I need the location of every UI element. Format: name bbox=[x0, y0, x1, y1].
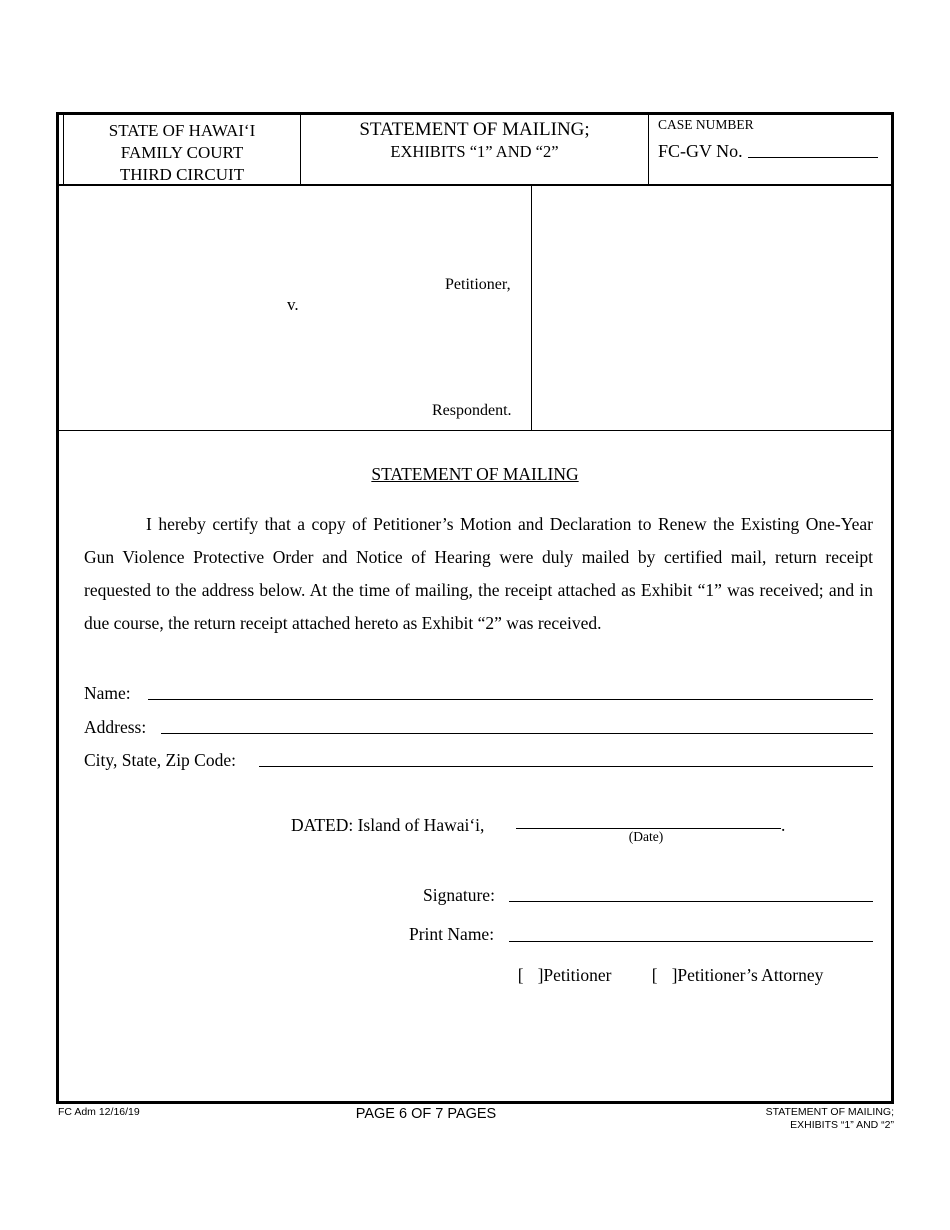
petitioner-name-area[interactable] bbox=[60, 190, 525, 270]
date-caption: (Date) bbox=[628, 829, 664, 844]
court-circuit: THIRD CIRCUIT bbox=[119, 165, 245, 184]
checkbox-bracket-close: ] bbox=[537, 965, 544, 985]
petitioner-label: Petitioner, bbox=[445, 276, 511, 293]
case-number-label: CASE NUMBER bbox=[658, 117, 754, 132]
respondent-label: Respondent. bbox=[432, 402, 512, 419]
option-petitioner-label: Petitioner bbox=[543, 965, 612, 985]
statement-heading: STATEMENT OF MAILING bbox=[371, 464, 579, 484]
footer-title bbox=[640, 1106, 894, 1132]
city-state-zip-input[interactable] bbox=[259, 766, 873, 767]
checkbox-bracket-open: [ bbox=[517, 965, 524, 985]
name-input[interactable] bbox=[148, 699, 873, 700]
respondent-name-area[interactable] bbox=[60, 322, 525, 392]
statement-text: I hereby certify that a copy of Petitioner’s Motion and Declaration to Renew the Existing One-Year Gun Violence Protective Order and Notice of Hearing were duly mailed by certified mail, return receipt requested to the address below. At the time of mailing, the receipt attached as Exhibit “1” was received; and in due course, the return receipt attached hereto as Exhibit “2” was received. bbox=[84, 514, 873, 633]
city-state-zip-label: City, State, Zip Code: bbox=[84, 750, 236, 770]
checkbox-bracket-open: [ bbox=[651, 965, 658, 985]
form-id: FC Adm 12/16/19 bbox=[58, 1106, 140, 1118]
option-attorney-label: Petitioner’s Attorney bbox=[677, 965, 824, 985]
print-name-label: Print Name: bbox=[409, 924, 495, 944]
address-label: Address: bbox=[84, 717, 147, 737]
checkbox-bracket-close: ] bbox=[671, 965, 678, 985]
title-line-1: STATEMENT OF MAILING; bbox=[359, 119, 590, 140]
versus-label: v. bbox=[287, 295, 299, 314]
case-number-prefix: FC-GV No. bbox=[658, 141, 743, 161]
signature-label: Signature: bbox=[423, 885, 495, 905]
petitioner-checkbox[interactable] bbox=[509, 944, 611, 986]
address-input[interactable] bbox=[161, 733, 873, 734]
case-number-input[interactable] bbox=[748, 157, 878, 158]
attorney-checkbox[interactable] bbox=[643, 944, 823, 986]
signature-input[interactable] bbox=[509, 901, 873, 902]
name-label: Name: bbox=[84, 683, 131, 703]
statement-body bbox=[84, 508, 873, 640]
footer-title-line-1: STATEMENT OF MAILING; bbox=[765, 1106, 894, 1118]
court-name-block bbox=[64, 120, 300, 186]
print-name-input[interactable] bbox=[509, 941, 873, 942]
title-line-2: EXHIBITS “1” AND “2” bbox=[390, 142, 559, 161]
court-type: FAMILY COURT bbox=[120, 143, 244, 162]
dated-label: DATED: Island of Hawai‘i, bbox=[291, 815, 485, 835]
court-state: STATE OF HAWAI‘I bbox=[108, 121, 256, 140]
date-period: . bbox=[781, 815, 786, 835]
footer-title-line-2: EXHIBITS “1” AND “2” bbox=[790, 1119, 894, 1131]
attorney-info-area[interactable] bbox=[536, 190, 886, 425]
page-indicator: PAGE 6 OF 7 PAGES bbox=[355, 1106, 497, 1122]
document-title bbox=[301, 118, 648, 162]
